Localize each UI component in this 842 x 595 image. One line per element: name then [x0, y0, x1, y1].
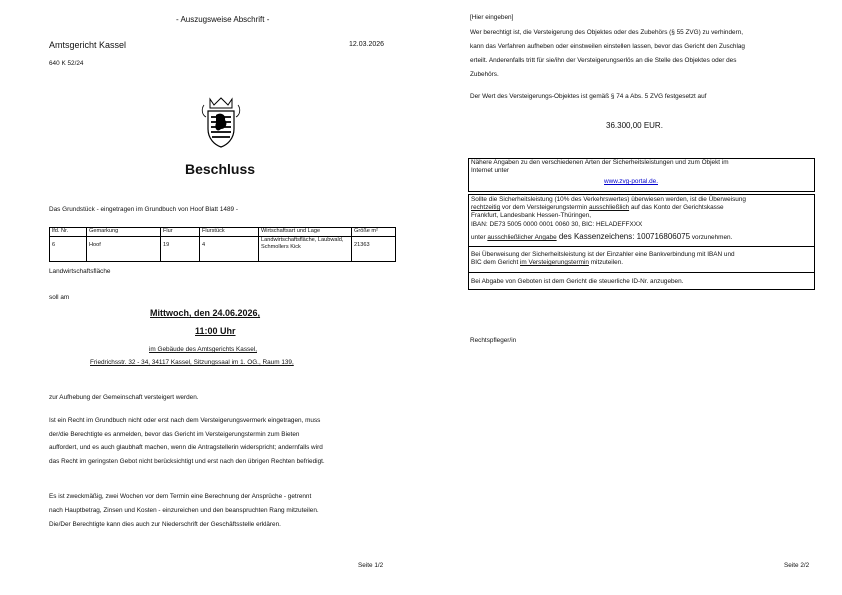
court-name: Amtsgericht Kassel: [49, 40, 127, 50]
land-type: Landwirtschaftsfläche: [49, 268, 111, 275]
table-header-row: [50, 228, 396, 237]
table-header: Wirtschaftsart und Lage: [259, 228, 352, 237]
box-divider: [468, 272, 815, 273]
payment-text: vorzunehmen.: [690, 234, 733, 241]
table-cell: Hoof: [87, 237, 161, 262]
info-box-line-2: Internet unter: [471, 167, 510, 174]
transfer-text: mitzuteilen.: [588, 259, 624, 266]
table-cell: 6: [50, 237, 87, 262]
right-paragraph-line-1: Wer berechtigt ist, die Versteigerung des Objektes oder des Zubehörs (§ 55 ZVG) zu verhindern,: [470, 29, 744, 36]
paragraph-2-line-2: nach Hauptbetrag, Zinsen und Kosten - einzureichen und den beanspruchten Rang mitzuteilen.: [49, 507, 319, 514]
transfer-line-1: Bei Überweisung der Sicherheitsleistung ist der Einzahler eine Bankverbindung mit IBAN und: [471, 251, 735, 258]
transfer-deadline: im Versteigerungstermin: [520, 259, 589, 266]
table-cell: 21363: [352, 237, 396, 262]
copy-heading: - Auszugsweise Abschrift -: [176, 15, 270, 24]
transfer-text: BIC dem Gericht: [471, 259, 521, 266]
table-header: Flur: [161, 228, 200, 237]
payment-exclusive-note: ausschließlicher Angabe: [487, 234, 557, 241]
zvg-portal-link[interactable]: www.zvg-portal.de.: [604, 178, 658, 185]
paragraph-1-line-3: auffordert, und es auch glaubhaft machen, wenn die Antragstellerin widerspricht; andernfalls wird: [49, 444, 323, 451]
payment-line-2: [471, 204, 724, 211]
hessen-coat-of-arms-icon: [200, 95, 242, 149]
paragraph-2-line-3: Die/Der Berechtigte kann dies auch zur Niederschrift der Geschäftsstelle erklären.: [49, 521, 281, 528]
table-header: Flurstück: [200, 228, 259, 237]
page-number-left: Seite 1/2: [358, 562, 384, 569]
payment-line-3: Frankfurt, Landesbank Hessen-Thüringen,: [471, 212, 592, 219]
right-paragraph-line-4: Zubehörs.: [470, 71, 499, 78]
soll-am-label: soll am: [49, 294, 70, 301]
table-cell: 4: [200, 237, 259, 262]
right-paragraph-line-2: kann das Verfahren aufheben oder einstweilen einstellen lassen, bevor das Gericht den Zuschlag: [470, 43, 745, 50]
payment-text: unter: [471, 234, 488, 241]
payment-reference: 100716806075: [636, 232, 691, 241]
right-paragraph-line-3: erteilt. Anderenfalls tritt für sie/ihn der Versteigerungserlös an die Stelle des Objektes oder des: [470, 57, 737, 64]
payment-text: vor dem Versteigerungstermin: [500, 204, 589, 211]
value-statement: Der Wert des Versteigerungs-Objektes ist gemäß § 74 a Abs. 5 ZVG festgesetzt auf: [470, 93, 707, 100]
appointment-date: Mittwoch, den 24.06.2026,: [150, 308, 261, 318]
paragraph-2-line-1: Es ist zweckmäßig, zwei Wochen vor dem Termin eine Berechnung der Ansprüche - getrennt: [49, 493, 312, 500]
property-intro: Das Grundstück - eingetragen im Grundbuch von Hoof Blatt 1489 -: [49, 206, 238, 213]
payment-text: des Kassenzeichens:: [556, 232, 637, 241]
auction-purpose: zur Aufhebung der Gemeinschaft versteigert werden.: [49, 394, 199, 401]
location-line-1: im Gebäude des Amtsgerichts Kassel,: [149, 346, 257, 353]
paragraph-1-line-2: der/die Berechtigte es anmelden, bevor das Gericht im Versteigerungstermin zum Bieten: [49, 431, 300, 438]
payment-ausschliesslich: ausschließlich: [588, 204, 630, 211]
paragraph-1-line-4: das Recht im geringsten Gebot nicht berücksichtigt und erst nach den übrigen Rechten befriedigt.: [49, 458, 325, 465]
paragraph-1-line-1: Ist ein Recht im Grundbuch nicht oder erst nach dem Versteigerungsvermerk eingetragen, muss: [49, 417, 321, 424]
location-line-2: Friedrichsstr. 32 - 34, 34117 Kassel, Sitzungssaal im 1. OG., Raum 139,: [90, 359, 294, 366]
appointment-time: 11:00 Uhr: [195, 326, 236, 336]
box-divider: [468, 246, 815, 247]
document-date: 12.03.2026: [349, 41, 385, 48]
document-title: Beschluss: [185, 161, 256, 177]
page-number-right: Seite 2/2: [784, 562, 810, 569]
rechtspfleger-label: Rechtspfleger/in: [470, 337, 517, 344]
table-header: lfd. Nr.: [50, 228, 87, 237]
payment-line-5: [471, 232, 732, 241]
payment-rechtzeitig: rechtzeitig: [471, 204, 501, 211]
payment-iban: IBAN: DE73 5005 0000 0001 0060 30, BIC: HELADEFFXXX: [471, 221, 643, 228]
tax-id-notice: Bei Abgabe von Geboten ist dem Gericht die steuerliche ID-Nr. anzugeben.: [471, 278, 684, 285]
table-header: Gemarkung: [87, 228, 161, 237]
table-row: [50, 237, 396, 262]
property-table: [49, 227, 396, 262]
table-cell: 19: [161, 237, 200, 262]
case-number: 640 K 52/24: [49, 60, 84, 67]
table-header: Größe m²: [352, 228, 396, 237]
payment-text: auf das Konto der Gerichtskasse: [629, 204, 724, 211]
value-amount: 36.300,00 EUR.: [606, 121, 663, 130]
table-cell: Landwirtschaftsfläche, Laubwald, Schmollers Kick: [259, 237, 352, 262]
info-box-line-1: Nähere Angaben zu den verschiedenen Arten der Sicherheitsleistungen und zum Objekt im: [471, 159, 729, 166]
payment-line-1: Sollte die Sicherheitsleistung (10% des Verkehrswertes) überwiesen werden, ist die Überweisung: [471, 196, 746, 203]
placeholder-text: [Hier eingeben]: [470, 14, 514, 21]
transfer-line-2: [471, 259, 623, 266]
